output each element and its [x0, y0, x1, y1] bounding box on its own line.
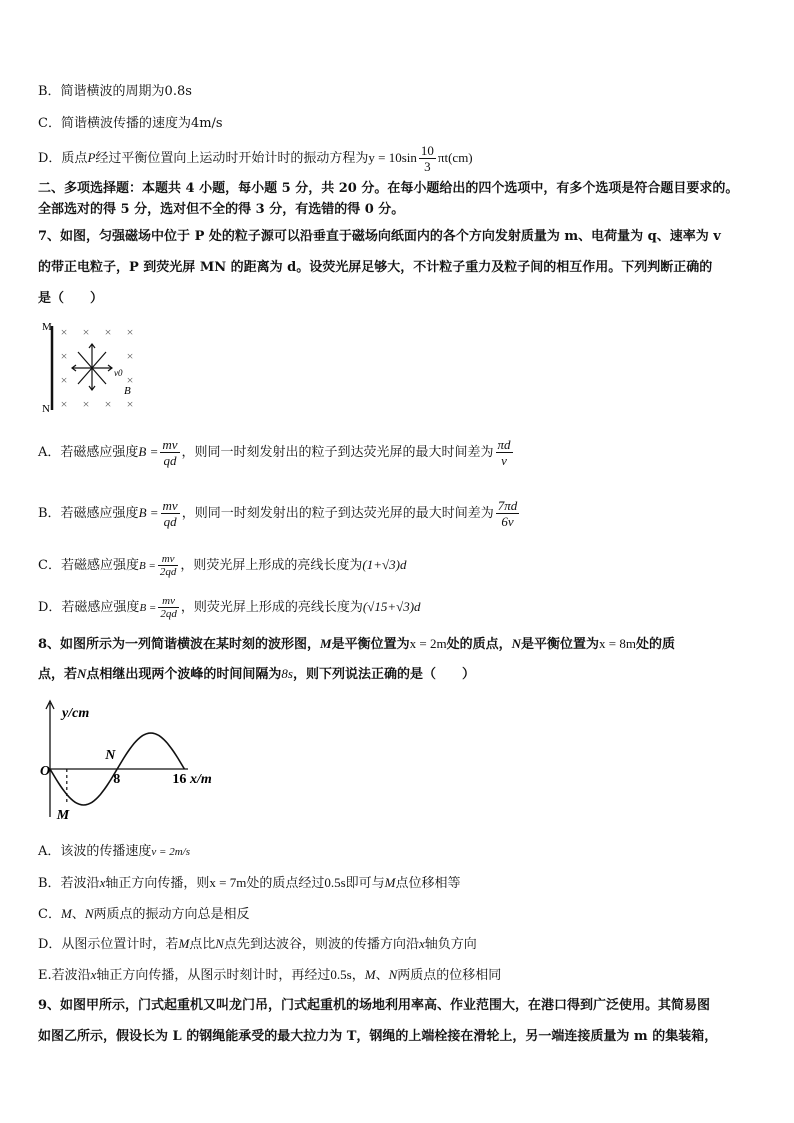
- q7-field-cross: ×: [82, 325, 90, 339]
- q7-option-a: [38, 437, 515, 468]
- q7-c-b: B =: [138, 560, 156, 572]
- q7-field-cross: ×: [126, 325, 134, 339]
- q6-d-frac-num: 10: [420, 143, 434, 158]
- q6-d-eq-right: πt(cm): [437, 150, 473, 165]
- q8-l2-t: 8s: [281, 666, 293, 681]
- q7-option-b: [38, 498, 521, 529]
- q8-b-d: 即可与: [345, 876, 385, 891]
- q7-option-c: [38, 553, 406, 578]
- q8-l2-b: 点相继出现两个波峰的时间间隔为: [86, 667, 282, 682]
- q6-d-frac-den: 3: [424, 159, 431, 174]
- q8-d-b: 点比: [189, 937, 216, 952]
- q7-field-cross: ×: [126, 373, 134, 387]
- q8-l1-c: 处的质点，: [446, 637, 512, 652]
- q7-magnetic-field-figure: [38, 318, 158, 418]
- q7-d-frac-num: mv: [158, 595, 179, 608]
- q8-e-e: 两质点的位移相同: [397, 968, 502, 983]
- q7-stem-line3: 是（ ）: [38, 291, 104, 306]
- q7-d-frac-den: 2qd: [160, 608, 177, 620]
- q7-stem-line1: 7、如图，匀强磁场中位于 P 处的粒子源可以沿垂直于磁场向纸面内的各个方向发射质量为 m、电荷量为 q、速率为 v: [38, 229, 721, 244]
- q8-b-x: x: [99, 875, 106, 890]
- q7-c-frac: [158, 553, 179, 578]
- q8-l2-a: 点，若: [38, 667, 78, 682]
- q8-b-e: 点位移相等: [395, 876, 461, 891]
- q8-label-m: M: [56, 808, 70, 823]
- q8-l1-n: N: [511, 636, 521, 651]
- q8-l1-x2: x = 8m: [599, 636, 636, 651]
- q7-field-cross: ×: [126, 397, 134, 411]
- q8-l1-d: 是平衡位置为: [520, 637, 599, 652]
- q8-e-n: N: [388, 967, 398, 982]
- q8-d-c: 点先到达波谷，则波的传播方向沿: [223, 937, 419, 952]
- q7-b-ans-den: 6v: [501, 514, 514, 529]
- q7-label-v0: v0: [114, 368, 123, 378]
- q8-ylabel: y/cm: [62, 706, 90, 721]
- q8-l2-n: N: [77, 666, 87, 681]
- q8-tick-16: 16: [172, 772, 187, 787]
- q7-velocity-arrows: [72, 344, 112, 390]
- section2-line1: 二、多项选择题：本题共 4 小题，每小题 5 分，共 20 分。在每小题给出的四个选项中，有多个选项是符合题目要求的。: [38, 181, 739, 196]
- q7-a-prefix: A．若磁感应强度: [38, 445, 139, 460]
- q6-d-prefix: D．质点: [38, 151, 88, 166]
- q7-b-frac-den: qd: [163, 514, 177, 529]
- q8-e-x: x: [90, 967, 97, 982]
- q8-label-n: N: [105, 748, 116, 763]
- q8-l1-b: 是平衡位置为: [331, 637, 410, 652]
- q9-stem-line2: 如图乙所示，假设长为 L 的钢绳能承受的最大拉力为 T，钢绳的上端栓接在滑轮上，另一端连接质量为 m 的集装箱，: [38, 1029, 718, 1044]
- q8-e-t: 0.5s: [330, 967, 352, 982]
- q8-l1-x1: x = 2m: [409, 636, 447, 651]
- q8-option-e: [38, 966, 501, 985]
- q7-c-frac-den: 2qd: [159, 566, 177, 578]
- q7-c-mid: ，则荧光屏上形成的亮线长度为: [180, 558, 363, 573]
- q7-b-ans-num: 7πd: [497, 498, 518, 513]
- q8-stem-line2: [38, 665, 475, 684]
- q8-c-c: 两质点的振动方向总是相反: [93, 907, 250, 922]
- q7-b-prefix: B．若磁感应强度: [38, 506, 139, 521]
- q7-c-frac-num: mv: [158, 553, 179, 566]
- q7-d-b: B =: [139, 602, 157, 614]
- q8-l1-e: 处的质: [635, 637, 675, 652]
- q8-wave-figure: [38, 697, 228, 827]
- q8-d-m: M: [178, 936, 190, 951]
- q8-option-b: [38, 874, 461, 893]
- q7-d-frac: [158, 595, 179, 620]
- q6-d-eq-left: y = 10sin: [368, 150, 417, 165]
- q7-field-cross: ×: [60, 325, 68, 339]
- q7-d-mid: ，则荧光屏上形成的亮线长度为: [180, 600, 363, 615]
- q7-b-ans: [496, 498, 520, 529]
- q7-a-frac-num: mv: [162, 437, 178, 452]
- q7-c-ans: (1+√3)d: [362, 557, 407, 572]
- q7-a-ans-den: v: [501, 453, 507, 468]
- q8-a-v: v = 2m/s: [151, 846, 190, 858]
- q7-a-mid: ，则同一时刻发射出的粒子到达荧光屏的最大时间差为: [181, 445, 494, 460]
- q7-field-cross: ×: [82, 397, 90, 411]
- q8-option-d: [38, 935, 477, 954]
- q8-e-m: M: [364, 967, 376, 982]
- q6-option-d: [38, 143, 473, 174]
- section2-line2: 全部选对的得 5 分，选对但不全的得 3 分，有选错的得 0 分。: [38, 202, 405, 217]
- q8-c-b: 、: [71, 907, 85, 922]
- q7-b-mid: ，则同一时刻发射出的粒子到达荧光屏的最大时间差为: [181, 506, 494, 521]
- q7-a-frac-den: qd: [163, 453, 177, 468]
- q7-a-ans-num: πd: [497, 437, 511, 452]
- q8-c-n: N: [84, 906, 94, 921]
- q7-label-n: N: [42, 403, 50, 415]
- q8-stem-line1: [38, 635, 675, 654]
- q7-field-cross: ×: [104, 397, 112, 411]
- q7-b-b: B =: [138, 505, 159, 520]
- q8-d-x: x: [418, 936, 425, 951]
- q8-d-n: N: [215, 936, 224, 951]
- q8-option-c: [38, 905, 250, 924]
- q8-b-c: 处的质点经过: [246, 876, 325, 891]
- q8-e-c: ，: [351, 968, 365, 983]
- q8-b-m: M: [384, 875, 396, 890]
- q6-option-c: C．简谐横波传播的速度为4m/s: [38, 116, 223, 131]
- q8-e-a: E.若波沿: [38, 968, 91, 983]
- q6-d-mid: 经过平衡位置向上运动时开始计时的振动方程为: [95, 151, 369, 166]
- q8-b-t: 0.5s: [324, 875, 346, 890]
- q7-option-d: [38, 595, 421, 620]
- q8-e-d: 、: [375, 968, 389, 983]
- q8-xlabel: x/m: [190, 772, 212, 787]
- q7-field-cross: ×: [104, 325, 112, 339]
- q7-field-cross: ×: [60, 397, 68, 411]
- q8-a-a: A．该波的传播速度: [38, 844, 152, 859]
- q8-origin: O: [40, 764, 51, 779]
- q7-label-b: B: [124, 385, 131, 397]
- q8-option-a: [38, 843, 190, 861]
- q7-field-cross: ×: [126, 349, 134, 363]
- q7-b-frac: [161, 498, 180, 529]
- q7-stem-line2: 的带正电粒子，P 到荧光屏 MN 的距离为 d。设荧光屏足够大，不计粒子重力及粒子间的相互作用。下列判断正确的: [38, 260, 713, 275]
- q8-d-d: 轴负方向: [424, 937, 477, 952]
- q8-d-a: D．从图示位置计时，若: [38, 937, 179, 952]
- q8-b-b: 轴正方向传播，则: [105, 876, 210, 891]
- q7-field-cross: ×: [60, 373, 68, 387]
- q6-d-p: P: [87, 150, 96, 165]
- q9-stem-line1: 9、如图甲所示，门式起重机又叫龙门吊，门式起重机的场地利用率高、作业范围大，在港口得到广泛使用。其简易图: [38, 998, 711, 1013]
- q7-b-frac-num: mv: [162, 498, 178, 513]
- q8-c-a: C．: [38, 907, 61, 922]
- q7-a-ans: [496, 437, 513, 468]
- q7-d-ans: (√15+√3)d: [362, 599, 421, 614]
- q7-a-b: B =: [138, 444, 159, 459]
- q6-option-b: B．简谐横波的周期为0.8s: [38, 84, 192, 99]
- q7-field-cross: ×: [60, 349, 68, 363]
- q6-d-frac: [419, 143, 436, 174]
- q7-label-m: M: [42, 321, 52, 333]
- q7-c-prefix: C．若磁感应强度: [38, 558, 139, 573]
- q8-l2-c: ，则下列说法正确的是（ ）: [292, 667, 475, 682]
- q8-c-m: M: [60, 906, 72, 921]
- q7-a-frac: [160, 437, 179, 468]
- q8-e-b: 轴正方向传播，从图示时刻计时，再经过: [96, 968, 331, 983]
- q8-l1-a: 8、如图所示为一列简谐横波在某时刻的波形图，: [38, 637, 321, 652]
- q7-d-prefix: D．若磁感应强度: [38, 600, 140, 615]
- q8-tick-8: 8: [113, 772, 121, 787]
- q8-b-pos: x = 7m: [209, 875, 247, 890]
- q8-l1-m: M: [320, 636, 332, 651]
- q8-b-a: B．若波沿: [38, 876, 100, 891]
